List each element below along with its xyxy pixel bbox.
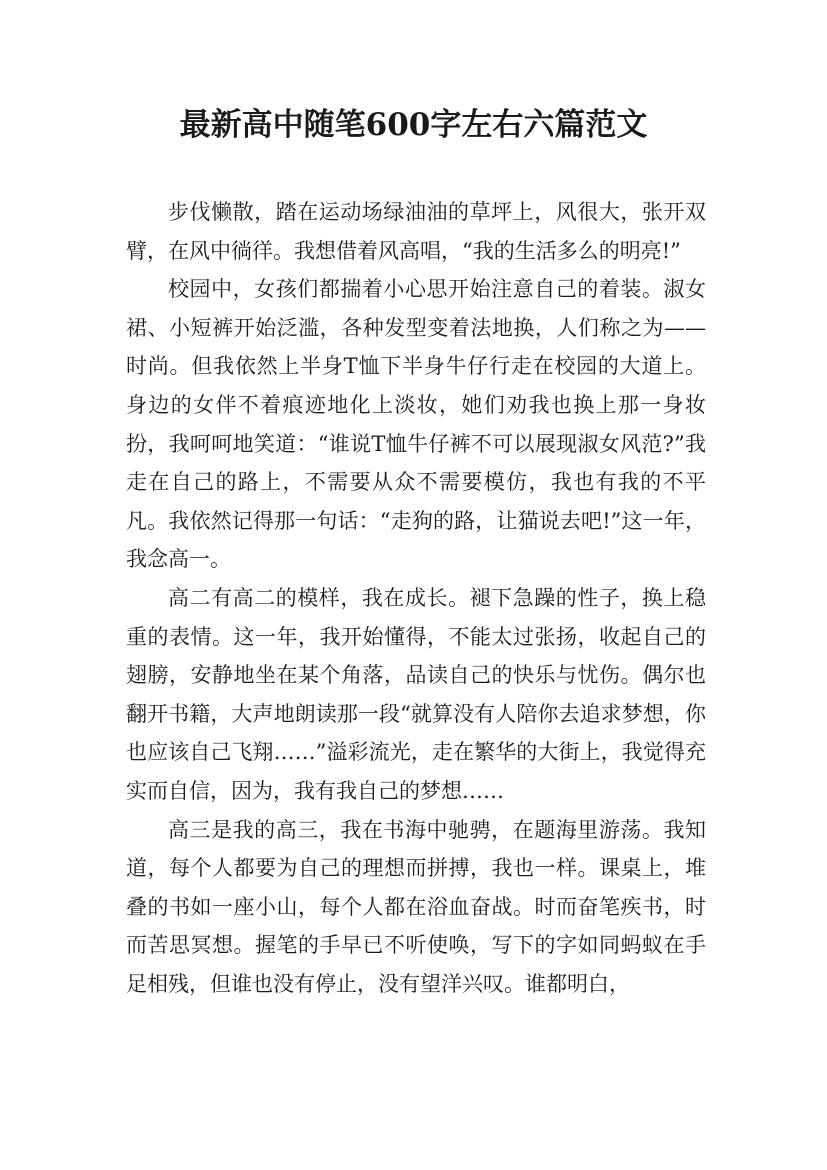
document-title: 最新高中随笔600字左右六篇范文: [179, 107, 648, 143]
paragraph: 步伐懒散，踏在运动场绿油油的草坪上，风很大，张开双臂，在风中徜徉。我想借着风高唱，“我的生活多么的明亮!”: [126, 200, 706, 263]
paragraph: 校园中，女孩们都揣着小心思开始注意自己的着装。淑女裙、小短裤开始泛滥，各种发型变着法地换，人们称之为——时尚。但我依然上半身T恤下半身牛仔行走在校园的大道上。身边的女伴不着痕迹地化上淡妆，她们劝我也换上那一身妆扮，我呵呵地笑道：“谁说T恤牛仔裤不可以展现淑女风范?”我走在自己的路上，不需要从众不需要模仿，我也有我的不平凡。我依然记得那一句话：“走狗的路，让猫说去吧!”这一年，我念高一。: [126, 277, 706, 572]
document-body: [126, 193, 706, 1003]
paragraph: 高二有高二的模样，我在成长。褪下急躁的性子，换上稳重的表情。这一年，我开始懂得，不能太过张扬，收起自己的翅膀，安静地坐在某个角落，品读自己的快乐与忧伤。偶尔也翻开书籍，大声地朗读那一段“就算没有人陪你去追求梦想，你也应该自己飞翔……”溢彩流光，走在繁华的大街上，我觉得充实而自信，因为，我有我自己的梦想……: [126, 585, 706, 803]
paragraph: 高三是我的高三，我在书海中驰骋，在题海里游荡。我知道，每个人都要为自己的理想而拼搏，我也一样。课桌上，堆叠的书如一座小山，每个人都在浴血奋战。时而奋笔疾书，时而苦思冥想。握笔的手早已不听使唤，写下的字如同蚂蚁在手足相残，但谁也没有停止，没有望洋兴叹。谁都明白，: [126, 817, 706, 996]
